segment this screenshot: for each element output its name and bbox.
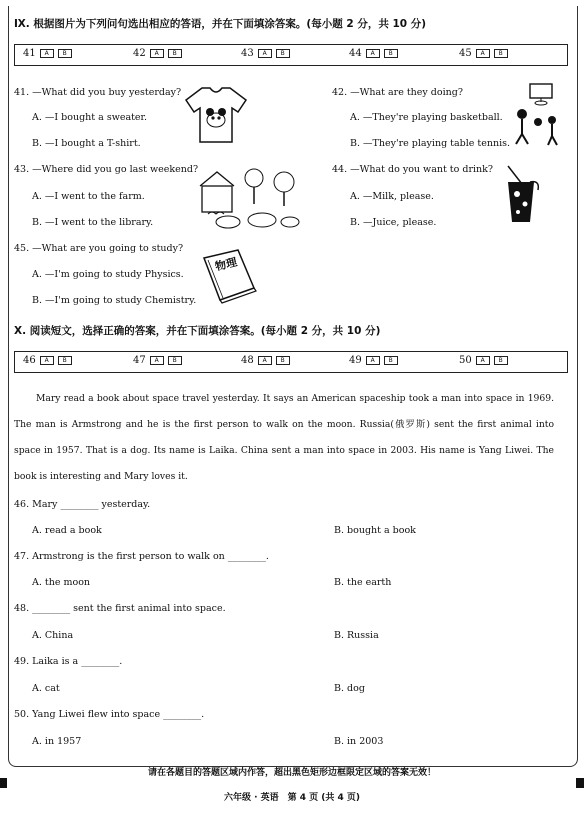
bubble-b[interactable]: B <box>58 356 72 365</box>
bubble-b[interactable]: B <box>384 49 398 58</box>
answer-number: 48 <box>241 355 254 366</box>
corner-mark-right <box>576 778 584 788</box>
bubble-b[interactable]: B <box>494 49 508 58</box>
option-44-a: A. —Milk, please. <box>350 191 434 202</box>
answer-number: 44 <box>349 48 362 59</box>
question-42: 42. —What are they doing? <box>332 87 463 98</box>
bubble-b[interactable]: B <box>276 49 290 58</box>
bubble-a[interactable]: A <box>40 356 54 365</box>
option-48-b: B. Russia <box>334 630 379 641</box>
answer-area-border <box>8 6 578 767</box>
bubble-b[interactable]: B <box>384 356 398 365</box>
bubble-a[interactable]: A <box>476 49 490 58</box>
reading-passage: Mary read a book about space travel yesterday. It says an American spaceship took a man into space in 1969. The man is Armstrong and he is the first person to walk on the moon. Russia(俄罗斯) sent the first animal into space in 1957. That is a dog. Its name is Laika. China sent a man into space in 2003. His name is Yang Liwei. The book is interesting and Mary loves it. <box>14 393 554 482</box>
option-42-b: B. —They're playing table tennis. <box>350 138 511 149</box>
bubble-a[interactable]: A <box>150 356 164 365</box>
option-49-b: B. dog <box>334 683 365 694</box>
bubble-a[interactable]: A <box>150 49 164 58</box>
answer-number: 49 <box>349 355 362 366</box>
bubble-a[interactable]: A <box>366 356 380 365</box>
answer-number: 43 <box>241 48 254 59</box>
footer-note: 请在各题目的答题区域内作答，超出黑色矩形边框限定区域的答案无效！ <box>147 768 436 778</box>
bubble-b[interactable]: B <box>168 356 182 365</box>
bubble-a[interactable]: A <box>476 356 490 365</box>
bubble-b[interactable]: B <box>494 356 508 365</box>
option-47-a: A. the moon <box>32 577 91 588</box>
option-43-b: B. —I went to the library. <box>32 217 154 228</box>
question-47: 47. Armstrong is the first person to walk on ________. <box>14 551 269 562</box>
bubble-a[interactable]: A <box>366 49 380 58</box>
question-44: 44. —What do you want to drink? <box>332 164 493 175</box>
option-43-a: A. —I went to the farm. <box>32 191 145 202</box>
answer-number: 46 <box>23 355 36 366</box>
section-9-title: Ⅸ. 根据图片为下列问句选出相应的答语，并在下面填涂答案。(每小题 2 分，共 10 分) <box>14 18 427 30</box>
option-44-b: B. —Juice, please. <box>350 217 437 228</box>
option-48-a: A. China <box>32 630 74 641</box>
option-46-b: B. bought a book <box>334 525 416 536</box>
option-42-a: A. —They're playing basketball. <box>350 112 503 123</box>
section-10-title: Ⅹ. 阅读短文，选择正确的答案，并在下面填涂答案。(每小题 2 分，共 10 分) <box>14 325 381 337</box>
question-50: 50. Yang Liwei flew into space ________. <box>14 709 205 720</box>
bubble-a[interactable]: A <box>258 356 272 365</box>
bubble-b[interactable]: B <box>276 356 290 365</box>
answer-number: 47 <box>133 355 146 366</box>
option-41-b: B. —I bought a T-shirt. <box>32 138 141 149</box>
answer-number: 45 <box>459 48 472 59</box>
bubble-b[interactable]: B <box>58 49 72 58</box>
bubble-a[interactable]: A <box>40 49 54 58</box>
corner-mark-left <box>0 778 7 788</box>
question-41: 41. —What did you buy yesterday? <box>14 87 182 98</box>
page-number: 六年级 · 英语 第 4 页 (共 4 页) <box>223 793 361 803</box>
bubble-b[interactable]: B <box>168 49 182 58</box>
option-46-a: A. read a book <box>32 525 102 536</box>
option-47-b: B. the earth <box>334 577 392 588</box>
option-50-a: A. in 1957 <box>32 736 82 747</box>
option-45-b: B. —I'm going to study Chemistry. <box>32 295 197 306</box>
question-48: 48. ________ sent the first animal into space. <box>14 603 226 614</box>
option-45-a: A. —I'm going to study Physics. <box>32 269 184 280</box>
question-46: 46. Mary ________ yesterday. <box>14 499 151 510</box>
answer-number: 50 <box>459 355 472 366</box>
option-41-a: A. —I bought a sweater. <box>32 112 148 123</box>
option-49-a: A. cat <box>32 683 60 694</box>
question-43: 43. —Where did you go last weekend? <box>14 164 199 175</box>
bubble-a[interactable]: A <box>258 49 272 58</box>
question-45: 45. —What are you going to study? <box>14 243 184 254</box>
option-50-b: B. in 2003 <box>334 736 384 747</box>
question-49: 49. Laika is a ________. <box>14 656 123 667</box>
answer-number: 42 <box>133 48 146 59</box>
answer-number: 41 <box>23 48 36 59</box>
book-label: 物理 <box>213 255 239 274</box>
